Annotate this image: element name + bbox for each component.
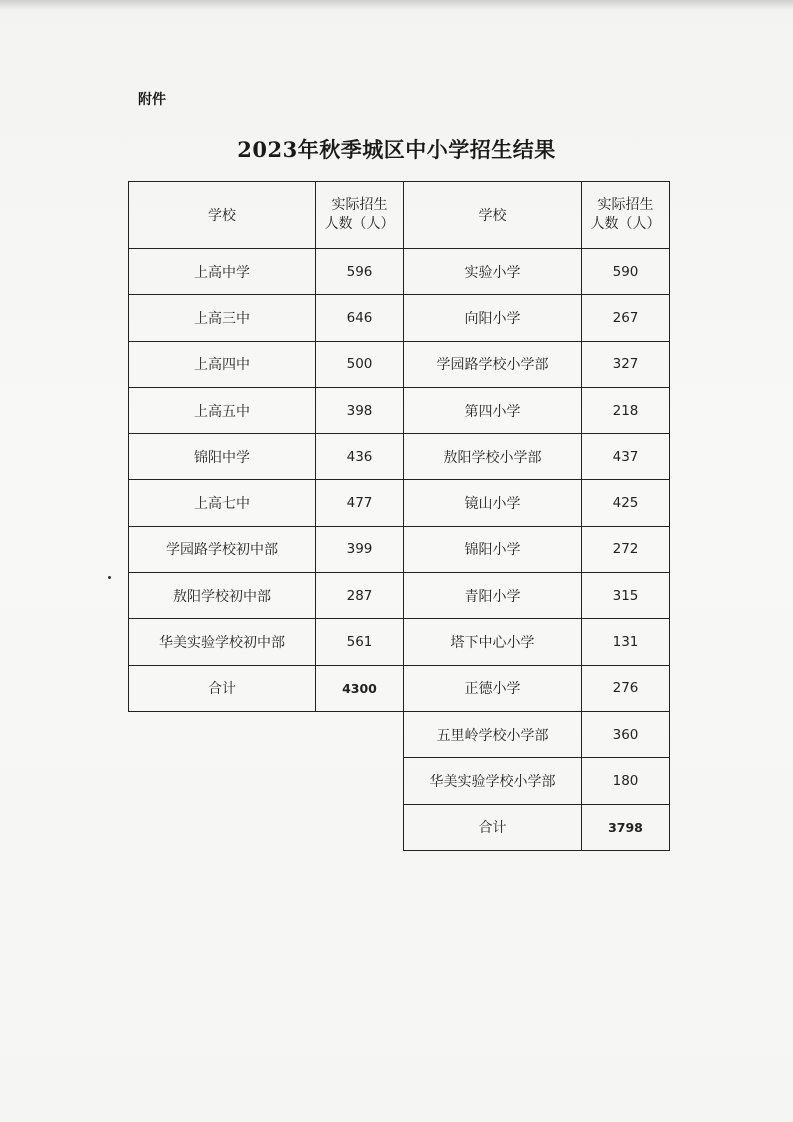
enrollment-count: 276 bbox=[582, 665, 670, 711]
school-name: 敖阳学校小学部 bbox=[404, 434, 582, 480]
enrollment-count: 436 bbox=[316, 434, 404, 480]
scan-edge bbox=[0, 0, 793, 10]
table-row bbox=[129, 434, 404, 480]
total-row bbox=[129, 665, 404, 711]
scan-speck bbox=[108, 576, 111, 579]
school-name: 向阳小学 bbox=[404, 295, 582, 341]
table-row bbox=[129, 480, 404, 526]
enrollment-count: 646 bbox=[316, 295, 404, 341]
table-row bbox=[404, 387, 670, 433]
school-name: 第四小学 bbox=[404, 387, 582, 433]
primary-school-table bbox=[403, 181, 670, 851]
enrollment-header bbox=[582, 182, 670, 249]
enrollment-count: 477 bbox=[316, 480, 404, 526]
total-label: 合计 bbox=[129, 665, 316, 711]
table-row bbox=[129, 249, 404, 295]
enrollment-header bbox=[316, 182, 404, 249]
school-name: 正德小学 bbox=[404, 665, 582, 711]
school-header: 学校 bbox=[404, 182, 582, 249]
school-name: 五里岭学校小学部 bbox=[404, 711, 582, 757]
table-row bbox=[404, 619, 670, 665]
school-name: 青阳小学 bbox=[404, 573, 582, 619]
table-header-row bbox=[129, 182, 404, 249]
table-row bbox=[404, 249, 670, 295]
table-row bbox=[404, 758, 670, 804]
enrollment-count: 500 bbox=[316, 341, 404, 387]
table-row bbox=[404, 711, 670, 757]
enrollment-count: 360 bbox=[582, 711, 670, 757]
middle-school-table bbox=[128, 181, 404, 712]
enrollment-count: 131 bbox=[582, 619, 670, 665]
school-name: 镜山小学 bbox=[404, 480, 582, 526]
enrollment-header-line1: 实际招生 bbox=[331, 197, 388, 213]
total-count: 3798 bbox=[582, 804, 670, 850]
table-row bbox=[404, 434, 670, 480]
enrollment-count: 399 bbox=[316, 526, 404, 572]
school-name: 华美实验学校小学部 bbox=[404, 758, 582, 804]
enrollment-count: 315 bbox=[582, 573, 670, 619]
total-row bbox=[404, 804, 670, 850]
school-name: 上高五中 bbox=[129, 387, 316, 433]
table-row bbox=[404, 295, 670, 341]
table-row bbox=[404, 573, 670, 619]
school-name: 学园路学校初中部 bbox=[129, 526, 316, 572]
enrollment-count: 327 bbox=[582, 341, 670, 387]
table-row bbox=[404, 526, 670, 572]
enrollment-count: 180 bbox=[582, 758, 670, 804]
school-header: 学校 bbox=[129, 182, 316, 249]
enrollment-header-line2: 人数（人） bbox=[590, 216, 661, 232]
table-row bbox=[404, 480, 670, 526]
table-header-row bbox=[404, 182, 670, 249]
enrollment-header-line2: 人数（人） bbox=[324, 216, 395, 232]
school-name: 锦阳中学 bbox=[129, 434, 316, 480]
school-name: 上高三中 bbox=[129, 295, 316, 341]
total-label: 合计 bbox=[404, 804, 582, 850]
enrollment-count: 561 bbox=[316, 619, 404, 665]
enrollment-count: 398 bbox=[316, 387, 404, 433]
enrollment-count: 267 bbox=[582, 295, 670, 341]
table-row bbox=[129, 341, 404, 387]
table-row bbox=[129, 526, 404, 572]
enrollment-count: 590 bbox=[582, 249, 670, 295]
enrollment-header-line1: 实际招生 bbox=[597, 197, 654, 213]
attachment-label: 附件 bbox=[138, 92, 166, 108]
table-row bbox=[404, 341, 670, 387]
table-row bbox=[129, 387, 404, 433]
total-count: 4300 bbox=[316, 665, 404, 711]
table-row bbox=[129, 573, 404, 619]
enrollment-count: 287 bbox=[316, 573, 404, 619]
school-name: 学园路学校小学部 bbox=[404, 341, 582, 387]
enrollment-count: 437 bbox=[582, 434, 670, 480]
enrollment-count: 596 bbox=[316, 249, 404, 295]
enrollment-count: 218 bbox=[582, 387, 670, 433]
enrollment-count: 425 bbox=[582, 480, 670, 526]
school-name: 锦阳小学 bbox=[404, 526, 582, 572]
school-name: 上高七中 bbox=[129, 480, 316, 526]
table-row bbox=[404, 665, 670, 711]
school-name: 华美实验学校初中部 bbox=[129, 619, 316, 665]
table-row bbox=[129, 619, 404, 665]
school-name: 上高四中 bbox=[129, 341, 316, 387]
school-name: 塔下中心小学 bbox=[404, 619, 582, 665]
table-row bbox=[129, 295, 404, 341]
enrollment-count: 272 bbox=[582, 526, 670, 572]
school-name: 实验小学 bbox=[404, 249, 582, 295]
school-name: 上高中学 bbox=[129, 249, 316, 295]
school-name: 敖阳学校初中部 bbox=[129, 573, 316, 619]
document-title: 2023年秋季城区中小学招生结果 bbox=[237, 137, 556, 162]
